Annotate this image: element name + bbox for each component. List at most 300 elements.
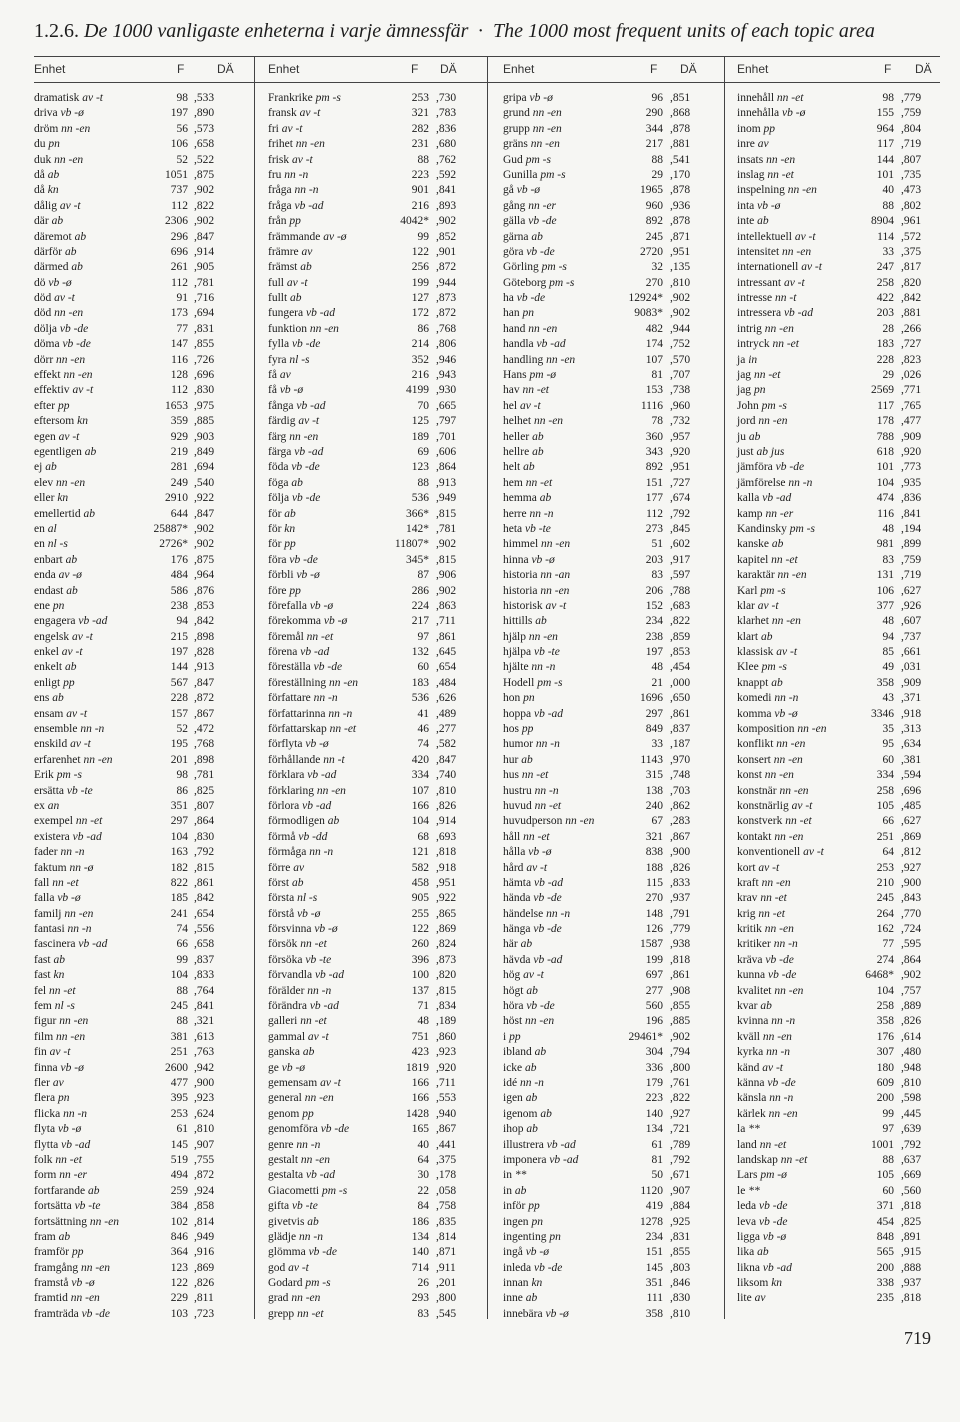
frequency-cell: 293 bbox=[411, 1292, 429, 1305]
unit-cell bbox=[34, 830, 102, 845]
frequency-cell: 123 bbox=[170, 1261, 188, 1274]
unit-cell bbox=[34, 168, 59, 183]
dispersion-cell: ,807 bbox=[194, 799, 215, 812]
dispersion-cell: ,614 bbox=[901, 1030, 922, 1043]
list-item bbox=[503, 630, 718, 645]
unit-pos: nn -an bbox=[540, 569, 571, 582]
dispersion-cell: ,951 bbox=[670, 461, 691, 474]
unit-word: hur bbox=[503, 753, 519, 766]
dispersion-cell: ,833 bbox=[194, 969, 215, 982]
unit-cell bbox=[34, 430, 79, 445]
unit-pos: vb -te bbox=[305, 953, 332, 966]
unit-word: igenom bbox=[503, 1107, 538, 1120]
unit-word: inom bbox=[737, 122, 761, 135]
dispersion-cell: ,768 bbox=[436, 322, 457, 335]
unit-cell bbox=[503, 1261, 562, 1276]
unit-word: Hans bbox=[503, 369, 527, 382]
unit-cell bbox=[268, 584, 301, 599]
dispersion-cell: ,522 bbox=[194, 153, 215, 166]
frequency-cell: 1001 bbox=[871, 1138, 894, 1151]
dispersion-cell: ,748 bbox=[670, 769, 691, 782]
list-item bbox=[34, 276, 248, 291]
list-item bbox=[268, 1030, 480, 1045]
dispersion-cell: ,489 bbox=[436, 707, 457, 720]
list-item bbox=[34, 1307, 248, 1322]
dispersion-cell: ,951 bbox=[670, 245, 691, 258]
dispersion-cell: ,841 bbox=[436, 184, 457, 197]
list-item bbox=[268, 876, 480, 891]
dispersion-cell: ,770 bbox=[901, 907, 922, 920]
unit-cell bbox=[268, 414, 319, 429]
unit-pos: vb -ad bbox=[314, 969, 345, 982]
unit-cell bbox=[268, 799, 331, 814]
unit-word: klart bbox=[737, 630, 759, 643]
unit-word: fungera bbox=[268, 307, 304, 320]
list-item bbox=[34, 876, 248, 891]
unit-cell bbox=[503, 614, 547, 629]
dispersion-cell: ,923 bbox=[436, 1046, 457, 1059]
unit-word: ligga bbox=[737, 1230, 760, 1243]
dispersion-cell: ,560 bbox=[901, 1184, 922, 1197]
unit-cell bbox=[503, 922, 562, 937]
unit-cell bbox=[268, 1061, 305, 1076]
list-item bbox=[503, 337, 718, 352]
header-freq: F bbox=[650, 62, 658, 76]
unit-pos: vb -ad bbox=[306, 307, 336, 320]
unit-cell bbox=[268, 399, 325, 414]
unit-cell bbox=[737, 214, 769, 229]
unit-cell bbox=[737, 353, 757, 368]
unit-word: grupp bbox=[503, 122, 530, 135]
dispersion-cell: ,592 bbox=[436, 168, 457, 181]
unit-word: då bbox=[34, 184, 45, 197]
unit-word: färg bbox=[268, 430, 287, 443]
frequency-cell: 61 bbox=[651, 1138, 663, 1151]
unit-pos: pp bbox=[284, 538, 296, 551]
unit-word: då bbox=[34, 168, 45, 181]
unit-pos: ab bbox=[45, 461, 57, 474]
list-item bbox=[34, 122, 248, 137]
dispersion-cell: ,861 bbox=[436, 630, 457, 643]
unit-word: därmed bbox=[34, 261, 69, 274]
unit-word: hon bbox=[503, 692, 521, 705]
unit-cell bbox=[503, 1230, 561, 1245]
frequency-cell: 116 bbox=[171, 353, 188, 366]
unit-pos: nn -n bbox=[788, 476, 813, 489]
dispersion-cell: ,613 bbox=[194, 1030, 215, 1043]
unit-word: dörr bbox=[34, 353, 54, 366]
unit-cell bbox=[737, 907, 785, 922]
frequency-cell: 838 bbox=[645, 846, 663, 859]
unit-word: förflyta bbox=[268, 738, 303, 751]
unit-pos: ab bbox=[302, 1046, 315, 1059]
unit-pos: av -t bbox=[291, 153, 313, 166]
unit-word: framför bbox=[34, 1246, 70, 1259]
unit-pos: vb -ad bbox=[294, 199, 324, 212]
unit-pos: nn -en bbox=[774, 984, 804, 997]
list-item bbox=[503, 1245, 718, 1260]
unit-pos: ab bbox=[540, 1107, 552, 1120]
list-item bbox=[34, 1261, 248, 1276]
unit-cell bbox=[34, 707, 87, 722]
dispersion-cell: ,800 bbox=[436, 1292, 457, 1305]
unit-pos: pp bbox=[302, 1107, 314, 1120]
unit-word: ihop bbox=[503, 1123, 524, 1136]
dispersion-cell: ,944 bbox=[436, 276, 457, 289]
list-item bbox=[268, 1045, 480, 1060]
list-item bbox=[737, 106, 940, 121]
dispersion-cell: ,818 bbox=[436, 846, 457, 859]
unit-word: kvalitet bbox=[737, 984, 772, 997]
dispersion-cell: ,908 bbox=[670, 984, 691, 997]
dispersion-cell: ,884 bbox=[670, 1200, 691, 1213]
unit-cell bbox=[34, 1245, 84, 1260]
dispersion-cell: ,703 bbox=[670, 784, 691, 797]
unit-cell bbox=[34, 1076, 64, 1091]
list-item bbox=[34, 599, 248, 614]
unit-word: ensemble bbox=[34, 723, 78, 736]
unit-pos: ab bbox=[74, 230, 87, 243]
list-item bbox=[737, 399, 940, 414]
unit-cell bbox=[34, 353, 85, 368]
list-item bbox=[737, 1199, 940, 1214]
unit-word: färga bbox=[268, 445, 292, 458]
dispersion-cell: ,719 bbox=[901, 138, 922, 151]
dispersion-cell: ,901 bbox=[436, 245, 457, 258]
frequency-cell: 360 bbox=[645, 430, 663, 443]
list-item bbox=[503, 553, 718, 568]
list-item bbox=[503, 368, 718, 383]
unit-word: historia bbox=[503, 569, 538, 582]
unit-word: fru bbox=[268, 168, 282, 181]
frequency-cell: 176 bbox=[170, 553, 188, 566]
unit-pos: vb -ø bbox=[529, 92, 553, 104]
unit-pos: vb -de bbox=[291, 492, 321, 505]
unit-pos: pm -s bbox=[541, 261, 567, 274]
unit-word: figur bbox=[34, 1015, 57, 1028]
unit-cell bbox=[268, 922, 338, 937]
unit-pos: pm -s bbox=[761, 399, 787, 412]
frequency-cell: 344 bbox=[645, 122, 663, 135]
unit-cell bbox=[503, 599, 566, 614]
frequency-cell: 307 bbox=[876, 1046, 894, 1059]
unit-word: en bbox=[34, 522, 45, 535]
unit-word: humor bbox=[503, 738, 534, 751]
unit-pos: pm -s bbox=[525, 153, 551, 166]
unit-pos: vb -ø bbox=[525, 1246, 549, 1259]
list-item bbox=[34, 1061, 248, 1076]
frequency-cell: 131 bbox=[876, 569, 894, 582]
frequency-cell: 99 bbox=[417, 230, 429, 243]
frequency-cell: 166 bbox=[411, 799, 429, 812]
unit-pos: nn -n bbox=[294, 184, 319, 197]
unit-pos: nn -et bbox=[55, 1153, 82, 1166]
unit-word: egentligen bbox=[34, 445, 82, 458]
frequency-cell: 249 bbox=[170, 476, 188, 489]
unit-word: imponera bbox=[503, 1153, 547, 1166]
list-item bbox=[34, 460, 248, 475]
unit-pos: nn -n bbox=[531, 661, 556, 674]
unit-word: död bbox=[34, 307, 52, 320]
unit-pos: av bbox=[293, 861, 305, 874]
dispersion-cell: ,861 bbox=[670, 707, 691, 720]
dispersion-cell: ,867 bbox=[670, 830, 691, 843]
frequency-cell: 60 bbox=[882, 1184, 894, 1197]
unit-word: hos bbox=[503, 723, 519, 736]
frequency-cell: 116 bbox=[877, 507, 894, 520]
dispersion-cell: ,807 bbox=[901, 153, 922, 166]
frequency-cell: 259 bbox=[170, 1184, 188, 1197]
unit-word: inför bbox=[503, 1200, 526, 1213]
unit-cell bbox=[503, 368, 556, 383]
dispersion-cell: ,484 bbox=[436, 676, 457, 689]
list-item bbox=[737, 784, 940, 799]
list-item bbox=[268, 245, 480, 260]
list-item bbox=[268, 968, 480, 983]
unit-word: heta bbox=[503, 522, 523, 535]
list-item bbox=[503, 199, 718, 214]
unit-cell bbox=[503, 306, 534, 321]
unit-cell bbox=[503, 1045, 546, 1060]
list-item bbox=[503, 584, 718, 599]
dispersion-cell: ,716 bbox=[194, 292, 215, 305]
dispersion-cell: ,000 bbox=[670, 676, 691, 689]
dispersion-cell: ,898 bbox=[194, 630, 215, 643]
unit-pos: ab bbox=[534, 1046, 547, 1059]
unit-word: här bbox=[503, 938, 518, 951]
unit-cell bbox=[737, 430, 760, 445]
unit-word: för bbox=[268, 538, 282, 551]
list-item bbox=[737, 953, 940, 968]
unit-word: hända bbox=[503, 892, 531, 905]
dispersion-cell: ,810 bbox=[436, 784, 457, 797]
unit-pos: nn -en bbox=[764, 769, 794, 782]
list-item bbox=[503, 183, 718, 198]
dispersion-cell: ,820 bbox=[436, 969, 457, 982]
dispersion-cell: ,903 bbox=[194, 430, 215, 443]
list-item bbox=[268, 460, 480, 475]
unit-word: la bbox=[737, 1123, 746, 1136]
list-item bbox=[34, 1030, 248, 1045]
list-item bbox=[503, 784, 718, 799]
list-item bbox=[737, 1122, 940, 1137]
dispersion-cell: ,861 bbox=[670, 969, 691, 982]
unit-word: le bbox=[737, 1184, 746, 1197]
dispersion-cell: ,189 bbox=[436, 1015, 457, 1028]
dispersion-cell: ,711 bbox=[436, 615, 456, 628]
unit-word: exempel bbox=[34, 815, 73, 828]
frequency-cell: 147 bbox=[170, 338, 188, 351]
unit-word: framgång bbox=[34, 1261, 79, 1274]
frequency-cell: 238 bbox=[170, 599, 188, 612]
frequency-cell: 2306 bbox=[165, 215, 188, 228]
unit-cell bbox=[503, 168, 566, 183]
unit-cell bbox=[737, 630, 772, 645]
frequency-cell: 32 bbox=[651, 261, 663, 274]
list-item bbox=[34, 1107, 248, 1122]
unit-word: Erik bbox=[34, 769, 54, 782]
unit-cell bbox=[737, 845, 824, 860]
unit-cell bbox=[737, 691, 798, 706]
unit-pos: ab bbox=[71, 261, 83, 274]
dispersion-cell: ,847 bbox=[436, 753, 457, 766]
unit-cell bbox=[268, 984, 331, 999]
unit-pos: vb -te bbox=[74, 1200, 101, 1213]
unit-pos: ab bbox=[284, 507, 296, 520]
unit-word: erfarenhet bbox=[34, 753, 81, 766]
dispersion-cell: ,732 bbox=[670, 415, 691, 428]
unit-cell bbox=[268, 937, 327, 952]
unit-word: förbli bbox=[268, 569, 294, 582]
list-item bbox=[503, 799, 718, 814]
dispersion-cell: ,817 bbox=[901, 261, 922, 274]
unit-pos: pn bbox=[522, 307, 534, 320]
unit-pos: nn -n bbox=[535, 738, 560, 751]
list-item bbox=[268, 1168, 480, 1183]
unit-cell bbox=[503, 1076, 544, 1091]
list-item bbox=[503, 1076, 718, 1091]
unit-pos: vb -ø bbox=[71, 1277, 95, 1290]
list-item bbox=[737, 907, 940, 922]
unit-cell bbox=[737, 1291, 765, 1306]
unit-word: fullt bbox=[268, 292, 288, 305]
list-item bbox=[268, 1061, 480, 1076]
frequency-cell: 358 bbox=[645, 1307, 663, 1320]
dispersion-cell: ,906 bbox=[436, 569, 457, 582]
unit-word: intressera bbox=[737, 307, 782, 320]
frequency-cell: 105 bbox=[876, 1169, 894, 1182]
frequency-cell: 51 bbox=[651, 538, 663, 551]
list-item bbox=[503, 1261, 718, 1276]
frequency-cell: 48 bbox=[651, 661, 663, 674]
list-item bbox=[737, 876, 940, 891]
dispersion-cell: ,669 bbox=[901, 1169, 922, 1182]
dispersion-cell: ,792 bbox=[901, 1138, 922, 1151]
unit-pos: ab bbox=[760, 630, 773, 643]
frequency-cell: 56 bbox=[176, 122, 188, 135]
list-item bbox=[34, 1153, 248, 1168]
unit-pos: av -t bbox=[288, 1261, 309, 1274]
word-list bbox=[34, 91, 248, 1322]
list-item bbox=[737, 707, 940, 722]
unit-cell bbox=[268, 1291, 320, 1306]
frequency-cell: 296 bbox=[170, 230, 188, 243]
unit-cell bbox=[34, 214, 63, 229]
unit-word: lika bbox=[737, 1246, 755, 1259]
unit-cell bbox=[503, 1307, 569, 1322]
frequency-cell: 1587 bbox=[640, 938, 663, 951]
unit-cell bbox=[503, 507, 553, 522]
unit-pos: nn -n bbox=[313, 692, 338, 705]
column-header bbox=[268, 62, 480, 78]
unit-pos: nn -et bbox=[300, 938, 327, 951]
list-item bbox=[268, 891, 480, 906]
frequency-cell: 111 bbox=[646, 1292, 663, 1305]
header-unit: Enhet bbox=[34, 62, 66, 76]
dispersion-cell: ,665 bbox=[436, 399, 457, 412]
unit-cell bbox=[737, 1245, 769, 1260]
frequency-cell: 273 bbox=[645, 522, 663, 535]
unit-word: familj bbox=[34, 907, 62, 920]
list-item bbox=[503, 245, 718, 260]
frequency-cell: 9083* bbox=[634, 307, 663, 320]
unit-word: kräva bbox=[737, 953, 763, 966]
dispersion-cell: ,964 bbox=[194, 569, 215, 582]
frequency-cell: 1051 bbox=[165, 168, 188, 181]
unit-pos: av -t bbox=[307, 1030, 329, 1043]
unit-pos: nn -n bbox=[309, 846, 334, 859]
unit-cell bbox=[737, 491, 791, 506]
frequency-cell: 81 bbox=[651, 1153, 663, 1166]
unit-pos: vb -ø bbox=[323, 615, 348, 628]
word-list bbox=[503, 91, 718, 1322]
unit-pos: vb -ø bbox=[531, 553, 555, 566]
dispersion-cell: ,806 bbox=[436, 338, 457, 351]
unit-pos: ab bbox=[523, 461, 535, 474]
unit-cell bbox=[503, 91, 553, 106]
frequency-cell: 112 bbox=[171, 199, 188, 212]
unit-pos: nn -n bbox=[529, 507, 554, 520]
unit-word: konstverk bbox=[737, 815, 783, 828]
list-item bbox=[34, 507, 248, 522]
dispersion-cell: ,960 bbox=[670, 399, 691, 412]
list-item bbox=[503, 306, 718, 321]
list-item bbox=[268, 507, 480, 522]
list-item bbox=[503, 861, 718, 876]
list-item bbox=[737, 245, 940, 260]
dispersion-cell: ,902 bbox=[670, 307, 691, 320]
list-item bbox=[34, 322, 248, 337]
unit-cell bbox=[503, 968, 544, 983]
list-item bbox=[503, 937, 718, 952]
unit-cell bbox=[34, 383, 93, 398]
list-item bbox=[503, 1014, 718, 1029]
list-item bbox=[268, 691, 480, 706]
unit-cell bbox=[34, 1138, 90, 1153]
unit-cell bbox=[268, 676, 358, 691]
dispersion-cell: ,757 bbox=[901, 984, 922, 997]
dispersion-cell: ,860 bbox=[436, 1030, 457, 1043]
unit-pos: nn -en bbox=[56, 353, 86, 366]
unit-cell bbox=[503, 199, 556, 214]
unit-word: kvar bbox=[737, 1000, 758, 1013]
dispersion-cell: ,811 bbox=[194, 1292, 214, 1305]
dispersion-cell: ,822 bbox=[670, 615, 691, 628]
unit-cell bbox=[268, 507, 296, 522]
unit-cell bbox=[737, 1076, 796, 1091]
unit-cell bbox=[268, 1076, 341, 1091]
unit-pos: nn -n bbox=[67, 923, 92, 936]
unit-cell bbox=[34, 1199, 100, 1214]
unit-cell bbox=[34, 968, 64, 983]
list-item bbox=[503, 1107, 718, 1122]
unit-cell bbox=[503, 1091, 537, 1106]
list-item bbox=[34, 199, 248, 214]
unit-pos: nn -en bbox=[80, 1261, 111, 1274]
dispersion-cell: ,922 bbox=[436, 892, 457, 905]
dispersion-cell: ,598 bbox=[901, 1092, 922, 1105]
unit-pos: av -t bbox=[61, 646, 83, 659]
unit-word: gälla bbox=[503, 215, 526, 228]
unit-pos: al bbox=[47, 522, 57, 535]
frequency-cell: 228 bbox=[876, 353, 894, 366]
frequency-cell: 258 bbox=[876, 276, 894, 289]
unit-cell bbox=[737, 91, 803, 106]
frequency-cell: 35 bbox=[882, 723, 894, 736]
unit-cell bbox=[737, 460, 804, 475]
unit-pos: nn -et bbox=[758, 907, 785, 920]
unit-pos: nn -et bbox=[49, 984, 76, 997]
